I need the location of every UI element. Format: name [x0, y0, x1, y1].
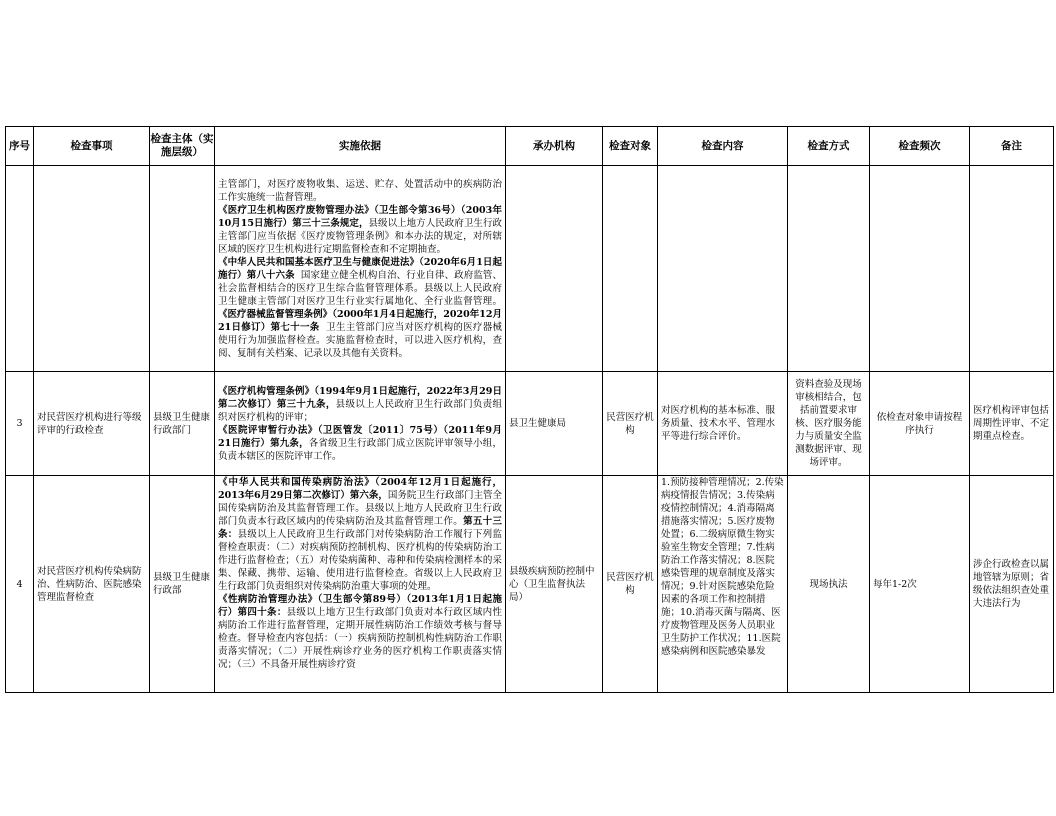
cell-seq	[6, 166, 34, 372]
cell-notes: 涉企行政检查以属地管辖为原则；省级依法组织查处重大违法行为	[970, 476, 1054, 693]
cell-basis	[215, 372, 506, 476]
cell-notes	[970, 166, 1054, 372]
basis-text: 县级以上地方卫生行政部门负责对本行政区域内性病防治工作进行监督管理，定期开展性病防治工作绩效考核与督导检查。督导检查内容包括：（一）疾病预防控制机构性病防治工作职责落实情况；（二）开展性病诊疗业务的医疗机构工作职责落实情况；（三）不具备开展性病诊疗资	[218, 607, 502, 670]
basis-law-title: 《医疗卫生机构医疗废物管理办法》（卫生部令第36号）（2003年10月15日施行）第三十三条规定，	[218, 204, 502, 229]
basis-text: 县级以上地方人民政府卫生行政主管部门应当依据《医疗废物管理条例》和本办法的规定，对所辖区域的医疗卫生机构进行定期监督检查和不定期抽查。	[218, 217, 502, 255]
cell-content: 对医疗机构的基本标准、服务质量、技术水平、管理水平等进行综合评价。	[658, 372, 788, 476]
header-target: 检查对象	[603, 127, 658, 166]
cell-target: 民营医疗机构	[603, 476, 658, 693]
table-row	[6, 372, 1054, 476]
basis-law-title: 《性病防治管理办法》（卫生部令第89号）（2013年1月1日起施行）第四十条：	[218, 594, 502, 618]
cell-seq: 4	[6, 476, 34, 693]
header-item: 检查事项	[34, 127, 150, 166]
cell-target	[603, 166, 658, 372]
table-row	[6, 166, 1054, 372]
basis-law-title: 《中华人民共和国传染病防治法》（2004年12月1日起施行，2013年6月29日第二次修订）第六条，	[218, 477, 502, 501]
cell-subject	[150, 166, 215, 372]
cell-freq	[870, 166, 970, 372]
cell-item: 对民营医疗机构传染病防治、性病防治、医院感染管理监督检查	[34, 476, 150, 693]
header-content: 检查内容	[658, 127, 788, 166]
basis-law-title: 第五十三条：	[218, 516, 502, 540]
cell-item: 对民营医疗机构进行等级评审的行政检查	[34, 372, 150, 476]
cell-basis	[215, 476, 506, 693]
basis-law-title: 《医疗机构管理条例》（1994年9月1日起施行，2022年3月29日第二次修订）第三十九条，	[218, 385, 502, 410]
basis-text: 卫生主管部门应当对医疗机构的医疗器械使用行为加强监督检查。实施监督检查时，可以进入医疗机构，查阅、复制有关档案、记录以及其他有关资料。	[218, 321, 502, 359]
cell-method: 资料查验及现场审核相结合，包括前置要求审核、医疗服务能力与质量安全监测数据评审、现场评审。	[788, 372, 870, 476]
basis-law-title: 《中华人民共和国基本医疗卫生与健康促进法》（2020年6月1日起施行）第八十六条	[218, 256, 502, 281]
cell-org: 县级疾病预防控制中心（卫生监督执法局）	[506, 476, 603, 693]
header-basis: 实施依据	[215, 127, 506, 166]
basis-text: 各省级卫生行政部门成立医院评审领导小组，负责本辖区的医院评审工作。	[218, 437, 502, 462]
header-freq: 检查频次	[870, 127, 970, 166]
basis-text: 主管部门，对医疗废物收集、运送、贮存、处置活动中的疾病防治工作实施统一监督管理。	[218, 178, 502, 203]
cell-method	[788, 166, 870, 372]
basis-law-title: 《医院评审暂行办法》（卫医管发〔2011〕75号）（2011年9月21日施行）第九条，	[218, 424, 502, 449]
header-org: 承办机构	[506, 127, 603, 166]
cell-freq: 依检查对象申请按程序执行	[870, 372, 970, 476]
cell-target: 民营医疗机构	[603, 372, 658, 476]
header-seq: 序号	[6, 127, 34, 166]
cell-freq: 每年1-2次	[870, 476, 970, 693]
cell-org: 县卫生健康局	[506, 372, 603, 476]
cell-seq: 3	[6, 372, 34, 476]
content-text: 1.预防接种管理情况；2.传染病疫情报告情况；3.传染病疫情控制情况；4.消毒隔离措施落实情况；5.医疗废物处置；6.二级病原微生物实验室生物安全管理；7.性病防治工作落实情况；8.医院感染管理的规章制度及落实情况；9.针对医院感染危险因素的各项工作和控制措施；10.消毒灭菌与隔离、医疗废物管理及医务人员职业卫生防护工作状况；11.医院感染病例和医院感染暴发	[661, 477, 784, 657]
basis-text: 县级以上人民政府卫生行政部门负责组织对医疗机构的评审；	[218, 398, 502, 423]
header-row	[6, 127, 1054, 166]
cell-content	[658, 166, 788, 372]
cell-method: 现场执法	[788, 476, 870, 693]
basis-text: 国家建立健全机构自治、行业自律、政府监管、社会监督相结合的医疗卫生综合监督管理体系。县级以上人民政府卫生健康主管部门对医疗卫生行业实行属地化、全行业监督管理。	[218, 269, 502, 307]
basis-text: 县级以上人民政府卫生行政部门对传染病防治工作履行下列监督检查职责：（二）对疾病预防控制机构、医疗机构的传染病防治工作进行监督检查；（五）对传染病菌种、毒种和传染病检测样本的采集、保藏、携带、运输、使用进行监督检查。省级以上人民政府卫生行政部门负责组织对传染病防治重大事项的处理。	[218, 529, 502, 592]
basis-text: 国务院卫生行政部门主管全国传染病防治及其监督管理工作。县级以上地方人民政府卫生行政部门负责本行政区域内的传染病防治及其监督管理工作。	[218, 490, 502, 527]
cell-org	[506, 166, 603, 372]
cell-item	[34, 166, 150, 372]
cell-subject: 县级卫生健康行政部	[150, 476, 215, 693]
header-method: 检查方式	[788, 127, 870, 166]
basis-law-title: 《医疗器械监督管理条例》（2000年1月4日起施行，2020年12月21日修订）第七十一条	[218, 308, 502, 333]
cell-content	[658, 476, 788, 693]
cell-notes: 医疗机构评审包括周期性评审、不定期重点检查。	[970, 372, 1054, 476]
table-row	[6, 476, 1054, 693]
header-notes: 备注	[970, 127, 1054, 166]
inspection-table	[5, 126, 1054, 693]
cell-subject: 县级卫生健康行政部门	[150, 372, 215, 476]
header-subject: 检查主体（实施层级）	[150, 127, 215, 166]
cell-basis	[215, 166, 506, 372]
